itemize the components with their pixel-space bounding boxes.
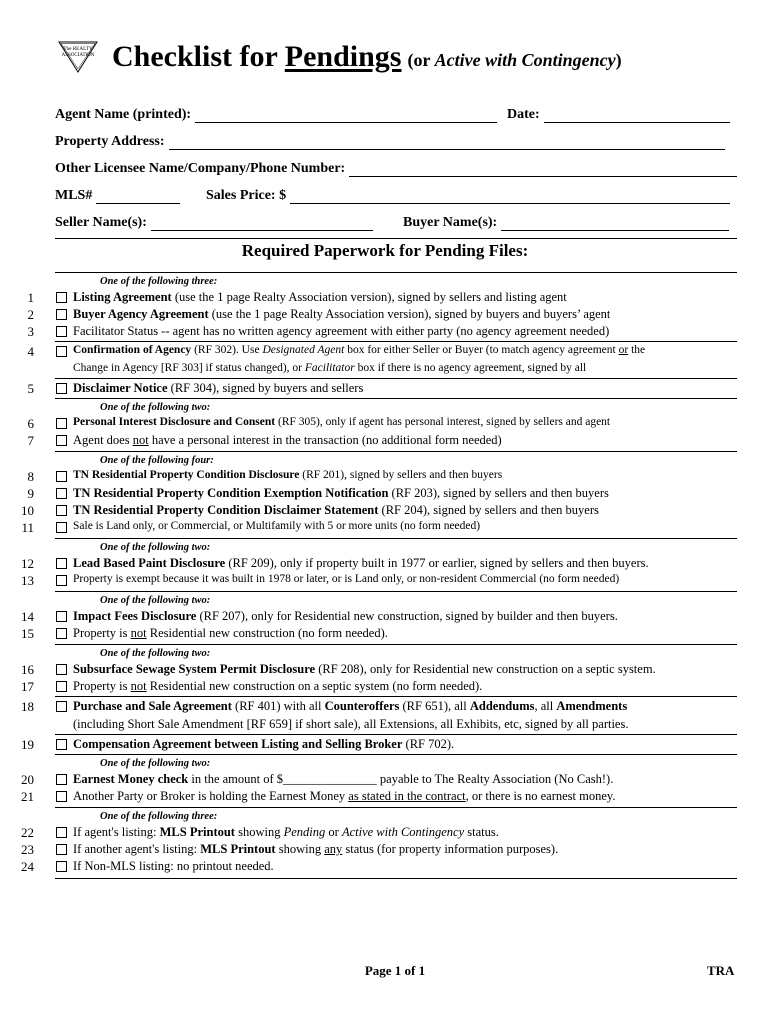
checkbox[interactable] [56, 488, 67, 499]
divider [55, 398, 737, 399]
buyer-names-field[interactable] [403, 215, 729, 231]
checkbox[interactable] [56, 505, 67, 516]
group-heading: One of the following two: [100, 595, 211, 606]
mls-number-field[interactable] [55, 188, 180, 204]
checkbox[interactable] [56, 774, 67, 785]
sales-price-field[interactable] [206, 188, 730, 204]
checkbox[interactable] [56, 701, 67, 712]
checkbox[interactable] [56, 418, 67, 429]
checkbox[interactable] [56, 346, 67, 357]
page-number: Page 1 of 1 [364, 963, 426, 978]
divider [55, 538, 737, 539]
group-heading: One of the following two: [100, 402, 211, 413]
divider [55, 591, 737, 592]
group-heading: One of the following two: [100, 542, 211, 553]
property-address-field[interactable] [55, 134, 725, 150]
group-heading: One of the following two: [100, 758, 211, 769]
checkbox[interactable] [56, 575, 67, 586]
divider [55, 272, 737, 273]
checkbox[interactable] [56, 681, 67, 692]
checkbox[interactable] [56, 861, 67, 872]
mls-label: MLS# [55, 188, 93, 203]
section-title: Required Paperwork for Pending Files: [241, 241, 529, 260]
logo-text-line2: ASSOCIATION [61, 53, 95, 58]
checkbox[interactable] [56, 827, 67, 838]
group-heading: One of the following three: [100, 811, 218, 822]
checkbox[interactable] [56, 383, 67, 394]
checkbox[interactable] [56, 471, 67, 482]
logo-text-line1: The REALTY [63, 46, 93, 52]
checklist-item-4-continued: Change in Agency [RF 303] if status changed), or Facilitator box if there is no agency agreement, signed by all [73, 362, 587, 374]
checklist-item-18-continued: (including Short Sale Amendment [RF 659] if short sale), all Extensions, all Exhibits, etc, signed by all parties. [73, 717, 629, 731]
agent-name-label: Agent Name (printed): [55, 107, 192, 122]
group-heading: One of the following two: [100, 648, 211, 659]
checkbox[interactable] [56, 844, 67, 855]
date-field[interactable] [507, 107, 730, 123]
divider [55, 451, 737, 452]
group-heading: One of the following three: [100, 276, 218, 287]
group-heading: One of the following four: [100, 455, 214, 466]
checkbox[interactable] [56, 791, 67, 802]
property-address-label: Property Address: [55, 134, 165, 149]
checkbox[interactable] [56, 522, 67, 533]
checkbox[interactable] [56, 309, 67, 320]
realty-association-logo [57, 40, 99, 74]
checkbox[interactable] [56, 628, 67, 639]
seller-names-label: Seller Name(s): [55, 215, 147, 230]
buyer-names-label: Buyer Name(s): [403, 215, 498, 230]
other-licensee-label: Other Licensee Name/Company/Phone Number: [55, 161, 346, 176]
divider [55, 878, 737, 879]
checkbox[interactable] [56, 558, 67, 569]
sales-price-label: Sales Price: $ [206, 188, 287, 203]
checkbox[interactable] [56, 326, 67, 337]
divider [55, 644, 737, 645]
date-label: Date: [507, 107, 540, 122]
divider [55, 696, 737, 697]
checkbox[interactable] [56, 664, 67, 675]
checkbox[interactable] [56, 435, 67, 446]
divider [55, 754, 737, 755]
divider [55, 341, 737, 342]
checkbox[interactable] [56, 739, 67, 750]
other-licensee-field[interactable] [55, 161, 737, 177]
page-title: Checklist for Pendings (or Active with Contingency) [112, 40, 622, 73]
footer-code: TRA [707, 963, 735, 978]
seller-names-field[interactable] [55, 215, 373, 231]
agent-name-field[interactable] [55, 107, 497, 123]
divider [55, 807, 737, 808]
checkbox[interactable] [56, 611, 67, 622]
divider [55, 238, 737, 239]
divider [55, 734, 737, 735]
divider [55, 378, 737, 379]
checkbox[interactable] [56, 292, 67, 303]
